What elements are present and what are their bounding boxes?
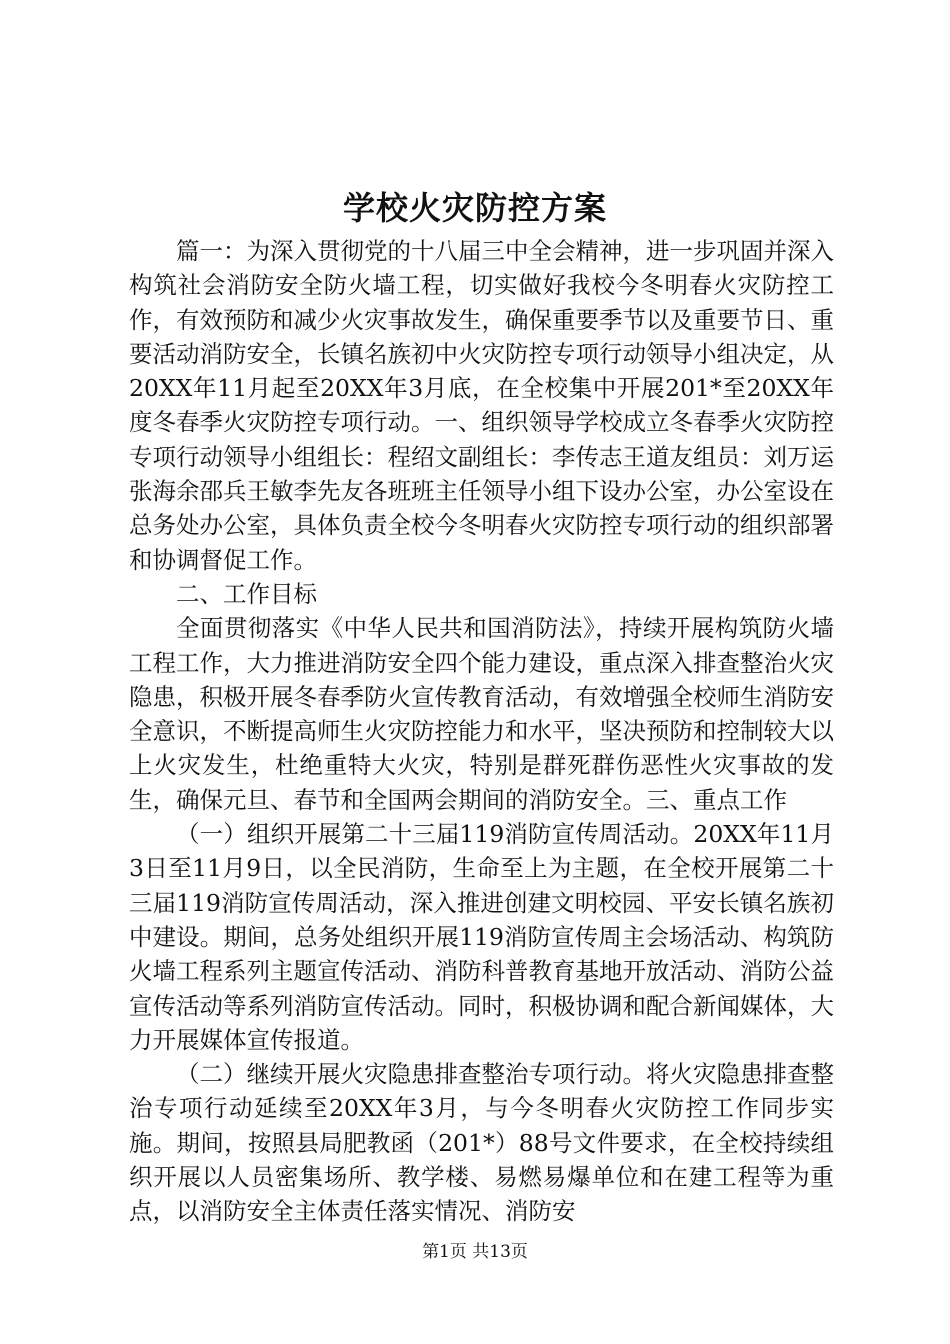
paragraph: 二、工作目标 <box>176 579 317 608</box>
paragraph: （二）继续开展火灾隐患排查整治专项行动。将火灾隐患排查整治专项行动延续至20XX年3月，与今冬明春火灾防控工作同步实施。期间，按照县局肥教函（201*）88号文件要求，在全校持续组织开展以人员密集场所、教学楼、易燃易爆单位和在建工程等为重点，以消防安全主体责任落实情况、消防安 <box>129 1060 834 1226</box>
paragraph: 篇一：为深入贯彻党的十八届三中全会精神，进一步巩固并深入构筑社会消防安全防火墙工程，切实做好我校今冬明春火灾防控工作，有效预防和减少火灾事故发生，确保重要季节以及重要节日、重要活动消防安全，长镇名族初中火灾防控专项行动领导小组决定，从20XX年11月起至20XX年3月底，在全校集中开展201*至20XX年度冬春季火灾防控专项行动。一、组织领导学校成立冬春季火灾防控专项行动领导小组组长：程绍文副组长：李传志王道友组员：刘万运张海余邵兵王敏李先友各班班主任领导小组下设办公室，办公室设在总务处办公室，具体负责全校今冬明春火灾防控专项行动的组织部署和协调督促工作。 <box>129 237 834 574</box>
paragraph: （一）组织开展第二十三届119消防宣传周活动。20XX年11月3日至11月9日，以全民消防，生命至上为主题，在全校开展第二十三届119消防宣传周活动，深入推进创建文明校园、平安长镇名族初中建设。期间，总务处组织开展119消防宣传周主会场活动、构筑防火墙工程系列主题宣传活动、消防科普教育基地开放活动、消防公益宣传活动等系列消防宣传活动。同时，积极协调和配合新闻媒体，大力开展媒体宣传报道。 <box>129 820 834 1054</box>
paragraph: 全面贯彻落实《中华人民共和国消防法》，持续开展构筑防火墙工程工作，大力推进消防安全四个能力建设，重点深入排查整治火灾隐患，积极开展冬春季防火宣传教育活动，有效增强全校师生消防安全意识，不断提高师生火灾防控能力和水平，坚决预防和控制较大以上火灾发生，杜绝重特大火灾，特别是群死群伤恶性火灾事故的发生，确保元旦、春节和全国两会期间的消防安全。三、重点工作 <box>129 614 834 814</box>
page-footer: 第1页 共13页 <box>422 1242 528 1262</box>
document-body <box>129 234 834 1229</box>
document-title: 学校火灾防控方案 <box>342 189 607 227</box>
